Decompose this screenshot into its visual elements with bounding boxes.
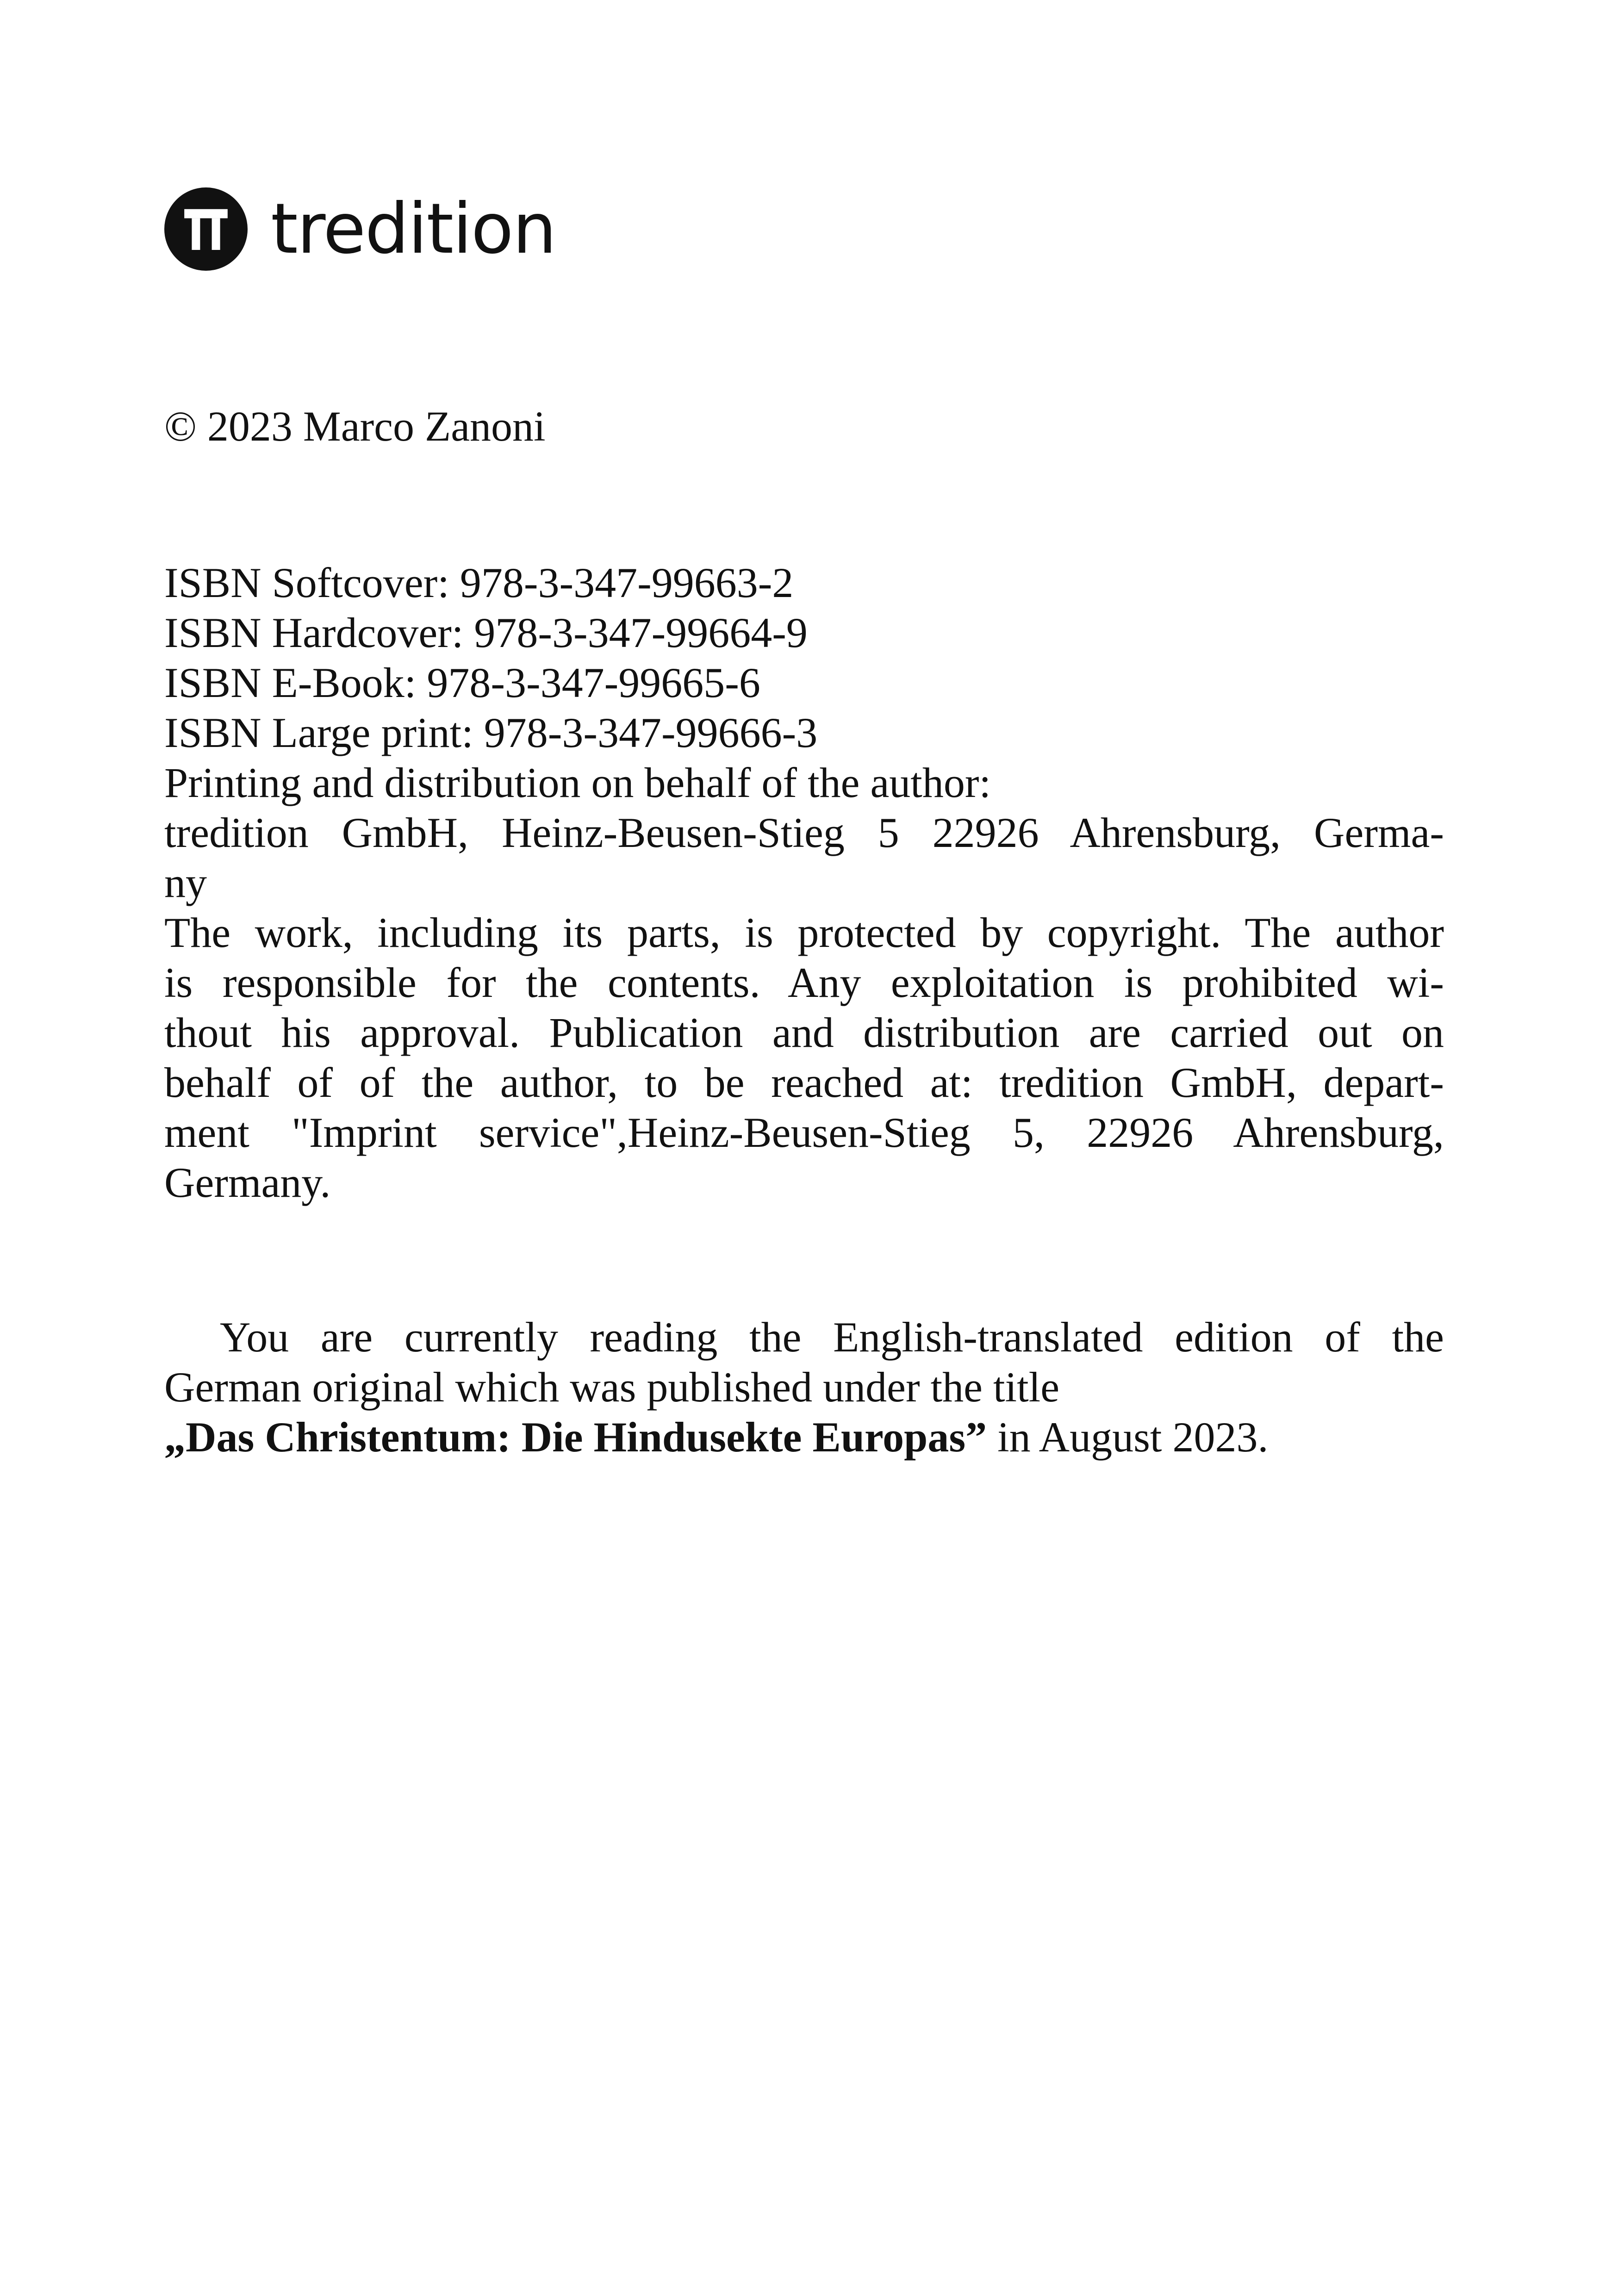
- publisher-logo: [164, 187, 556, 271]
- imprint-block: [164, 558, 1444, 1207]
- distribution-label: Printing and distribution on behalf of the author:: [164, 759, 991, 806]
- isbn-hardcover: ISBN Hardcover: 978-3-347-99664-9: [164, 609, 808, 656]
- distribution-address-line: tredition GmbH, Heinz-Beusen-Stieg 5 22926 Ahrensburg, Germa-: [164, 809, 1444, 856]
- legal-line: thout his approval. Publication and distribution are carried out on: [164, 1009, 1444, 1056]
- isbn-softcover: ISBN Softcover: 978-3-347-99663-2: [164, 559, 794, 606]
- edition-note-title-line: [164, 1412, 1444, 1462]
- edition-note: [164, 1312, 1444, 1462]
- legal-line: Germany.: [164, 1159, 331, 1206]
- edition-note-line: German original which was published under the title: [164, 1363, 1060, 1411]
- legal-line: ment "Imprint service",Heinz-Beusen-Stieg 5, 22926 Ahrensburg,: [164, 1109, 1444, 1156]
- publication-date: in August 2023.: [987, 1413, 1269, 1461]
- original-title: „Das Christentum: Die Hindusekte Europas”: [164, 1413, 987, 1461]
- edition-note-line: You are currently reading the English-translated edition of the: [220, 1313, 1444, 1361]
- legal-line: is responsible for the contents. Any exploitation is prohibited wi-: [164, 959, 1444, 1006]
- legal-line: behalf of of the author, to be reached at: tredition GmbH, depart-: [164, 1059, 1444, 1106]
- isbn-ebook: ISBN E-Book: 978-3-347-99665-6: [164, 659, 760, 706]
- isbn-large-print: ISBN Large print: 978-3-347-99666-3: [164, 709, 818, 756]
- tredition-logo-icon: [164, 187, 248, 271]
- logo-wordmark: tredition: [271, 189, 556, 269]
- distribution-address-line: ny: [164, 859, 207, 906]
- legal-line: The work, including its parts, is protected by copyright. The author: [164, 909, 1444, 956]
- copyright-notice: © 2023 Marco Zanoni: [164, 403, 546, 450]
